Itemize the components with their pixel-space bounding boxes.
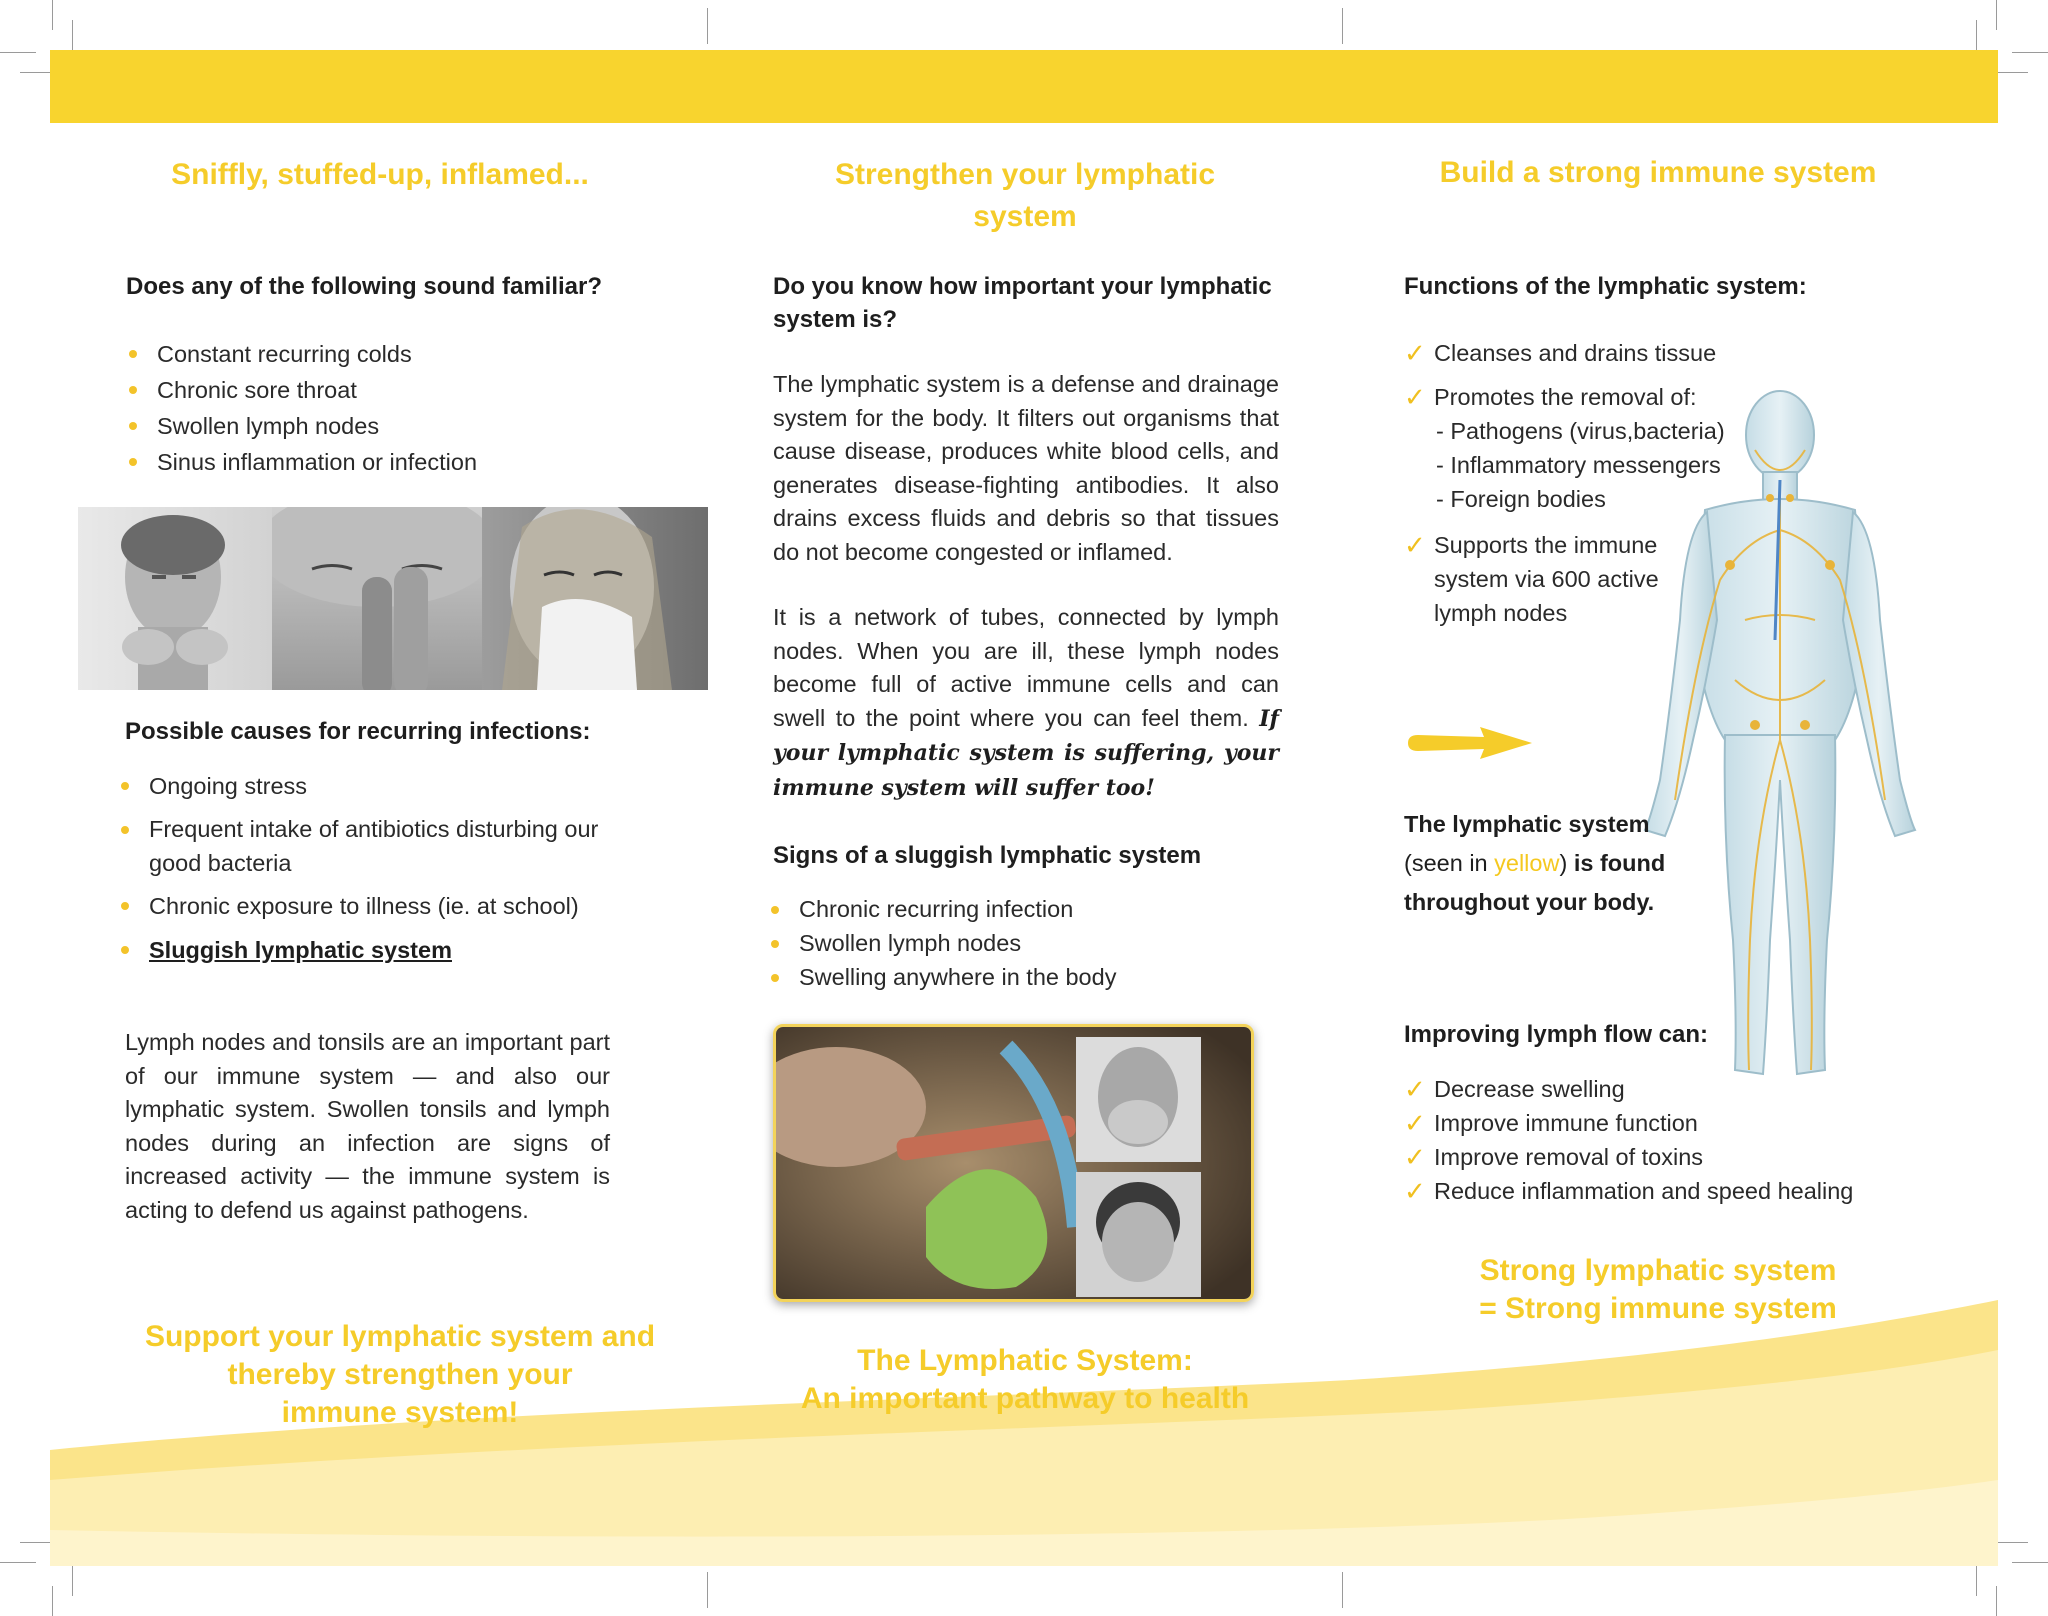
symptom-photo-strip — [78, 507, 708, 690]
list-item: Chronic recurring infection — [768, 892, 1288, 926]
right-title: Build a strong immune system — [1439, 156, 1877, 189]
right-callout: Strong lymphatic system = Strong immune system — [1479, 1254, 1837, 1325]
arrow-icon — [1404, 725, 1534, 761]
photo-woman-sinus — [272, 507, 482, 690]
list-item: Sluggish lymphatic system — [118, 932, 638, 968]
crop-mark — [1996, 0, 1997, 30]
check-icon: ✓ — [1404, 382, 1426, 412]
list-item: Chronic exposure to illness (ie. at school) — [118, 888, 638, 924]
left-paragraph: Lymph nodes and tonsils are an important part of our immune system — and also our lymphatic system. Swollen tonsils and lymph nodes during an infection are signs of increased activity — the immune system is acting to defend us against pathogens. — [125, 1029, 610, 1223]
list-item: Ongoing stress — [118, 768, 638, 804]
crop-mark — [1342, 8, 1343, 44]
list-item: - Foreign bodies — [1436, 486, 1606, 512]
left-callout: Support your lymphatic system and thereby strengthen your immune system! — [144, 1320, 656, 1429]
signs-list — [768, 892, 1288, 994]
crop-mark — [2012, 1562, 2048, 1563]
list-item: ✓ Improve immune function — [1404, 1108, 1698, 1138]
causes-list — [118, 768, 638, 968]
photo-man-sore-throat — [78, 507, 272, 690]
top-yellow-band — [50, 50, 1998, 123]
improve-heading: Improving lymph flow can: — [1404, 1021, 1709, 1048]
list-item: ✓ Decrease swelling — [1404, 1074, 1625, 1104]
left-question: Does any of the following sound familiar? — [126, 273, 603, 300]
functions-heading: Functions of the lymphatic system: — [1404, 273, 1807, 300]
middle-title: Strengthen your lymphatic system — [834, 158, 1216, 233]
symptom-list — [126, 336, 686, 480]
crop-mark — [1342, 1572, 1343, 1608]
list-item: Constant recurring colds — [126, 336, 686, 372]
list-item: ✓ Promotes the removal of: — [1404, 382, 1697, 412]
list-item: ✓ Reduce inflammation and speed healing — [1404, 1176, 1854, 1206]
check-icon: ✓ — [1404, 1142, 1426, 1172]
list-item: - Pathogens (virus,bacteria) — [1436, 418, 1725, 444]
list-item: Swollen lymph nodes — [126, 408, 686, 444]
middle-paragraph-2: It is a network of tubes, connected by lymph nodes. When you are ill, these lymph nodes become full of active immune cells and can swell to the point where you can feel them. If your lymphatic system is suffering, your immune system will suffer too! — [773, 604, 1279, 801]
list-item: Swelling anywhere in the body — [768, 960, 1288, 994]
causes-heading: Possible causes for recurring infections: — [125, 718, 591, 745]
crop-mark — [0, 52, 36, 53]
crop-mark — [0, 1562, 36, 1563]
check-icon: ✓ — [1404, 1176, 1426, 1206]
list-item: Sinus inflammation or infection — [126, 444, 686, 480]
middle-callout: The Lymphatic System: An important pathway to health — [800, 1344, 1250, 1415]
crop-mark — [707, 1572, 708, 1608]
check-icon: ✓ — [1404, 1074, 1426, 1104]
middle-paragraph-1: The lymphatic system is a defense and drainage system for the body. It filters out organisms that cause disease, produces white blood cells, and generates disease-fighting antibodies. It also drains excess fluids and debris so that tissues do not become congested or inflamed. — [773, 371, 1279, 565]
signs-heading: Signs of a sluggish lymphatic system — [773, 842, 1202, 869]
list-item: ✓ Improve removal of toxins — [1404, 1142, 1704, 1172]
list-item: ✓ Cleanses and drains tissue — [1404, 338, 1717, 368]
photo-girl-tissue — [482, 507, 708, 690]
emphasis-text: If your lymphatic system is suffering, your immune system will suffer too! — [773, 705, 1279, 801]
list-item: Chronic sore throat — [126, 372, 686, 408]
check-icon: ✓ — [1404, 530, 1426, 560]
middle-question: Do you know how important your lymphatic system is? — [773, 273, 1272, 333]
immune-collage-image — [773, 1024, 1254, 1302]
check-icon: ✓ — [1404, 338, 1426, 368]
left-title: Sniffly, stuffed-up, inflamed... — [171, 158, 589, 191]
check-icon: ✓ — [1404, 1108, 1426, 1138]
crop-mark — [707, 8, 708, 44]
crop-mark — [1996, 1586, 1997, 1616]
crop-mark — [52, 0, 53, 30]
list-item: Frequent intake of antibiotics disturbing our good bacteria — [118, 812, 638, 880]
improvements-list — [1404, 1072, 1964, 1208]
list-item: - Inflammatory messengers — [1436, 452, 1721, 478]
list-item: Swollen lymph nodes — [768, 926, 1288, 960]
list-item: ✓ Supports the immune system via 600 active lymph nodes — [1404, 530, 1659, 626]
body-caption: The lymphatic system (seen in yellow) is found throughout your body. — [1404, 811, 1666, 915]
crop-mark — [2012, 52, 2048, 53]
crop-mark — [52, 1586, 53, 1616]
functions-list — [1404, 336, 1824, 630]
